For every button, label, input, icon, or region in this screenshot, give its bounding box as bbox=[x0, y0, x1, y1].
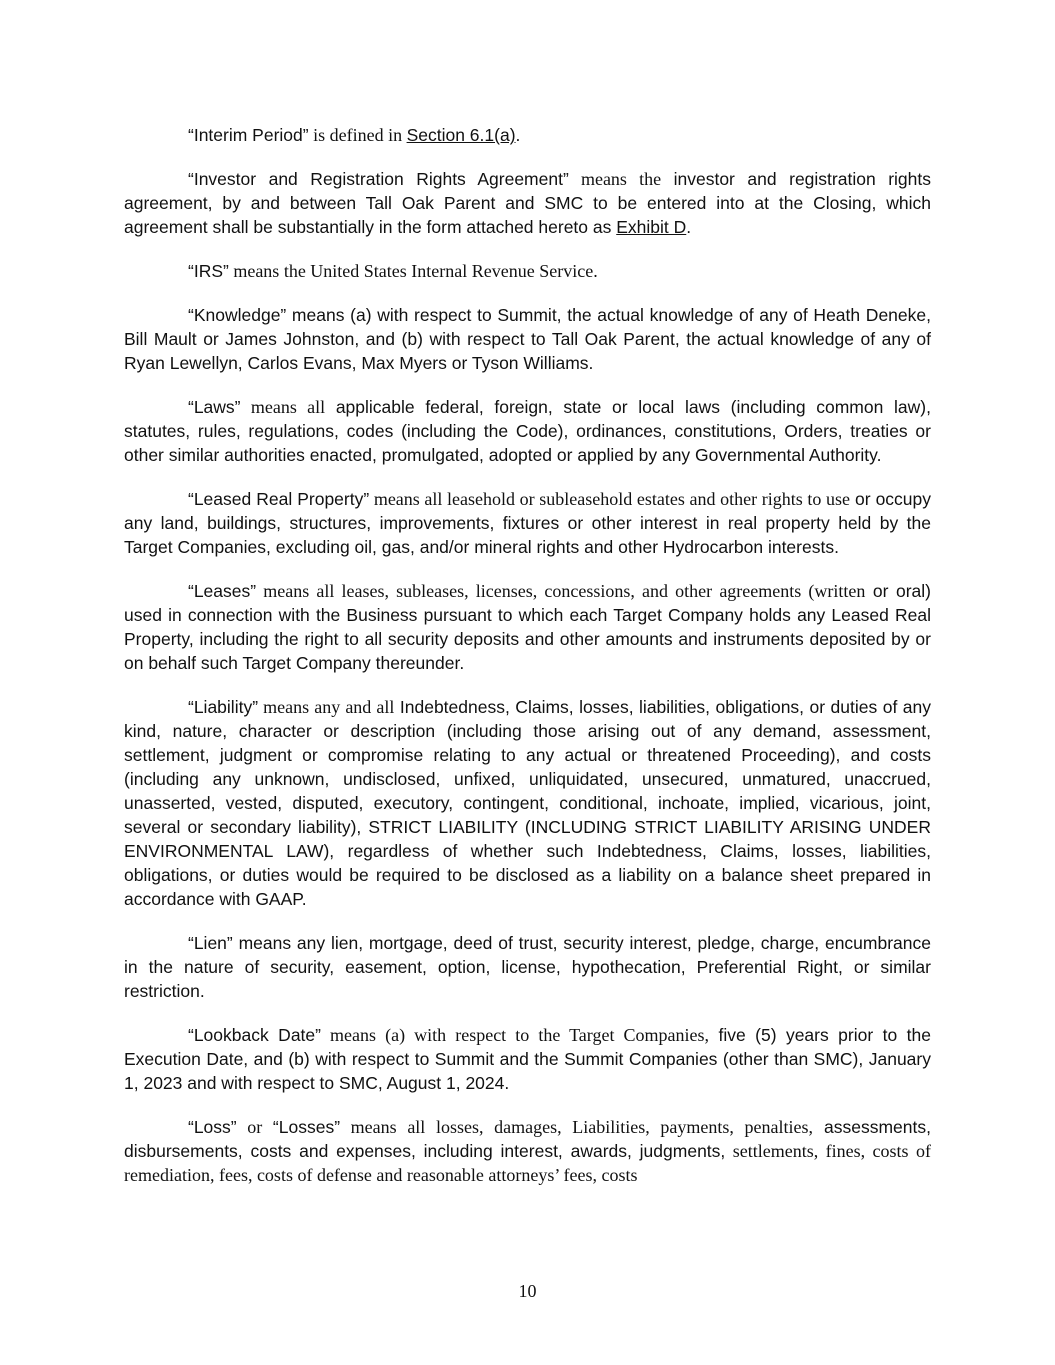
defined-term-secondary: “Losses” bbox=[272, 1117, 341, 1137]
definition-lead: is defined in bbox=[308, 125, 407, 145]
definition-irs bbox=[124, 259, 931, 283]
definition-text: assessments, disbursements, costs and expenses, including interest, awards, judgments, bbox=[124, 1117, 931, 1161]
definition-knowledge bbox=[124, 303, 931, 375]
definition-tail: settlements, fines, costs of remediation, fees, costs of defense and reasonable attorneys’ fees, costs bbox=[124, 1141, 931, 1185]
definition-text: or occupy any land, buildings, structures, improvements, fixtures or other interest in real property held by the Target Companies, excluding oil, gas, and/or mineral rights and other Hydrocarbon interests. bbox=[124, 489, 932, 557]
section-reference-link[interactable]: Section 6.1(a) bbox=[406, 125, 516, 145]
definition-lead: means all bbox=[240, 397, 326, 417]
page-number: 10 bbox=[518, 1281, 537, 1301]
defined-term: “Knowledge” bbox=[188, 305, 287, 325]
definition-connector: or bbox=[236, 1117, 273, 1137]
definition-lead: means (a) with respect to the Target Companies, bbox=[320, 1025, 710, 1045]
defined-term: “Interim Period” bbox=[188, 125, 309, 145]
definition-text: investor and registration rights agreement, by and between Tall Oak Parent and SMC to be entered into at the Closing, which agreement shall be substantially in the form attached hereto as bbox=[124, 169, 931, 237]
defined-term: “Laws” bbox=[188, 397, 241, 417]
defined-term: “Lookback Date” bbox=[188, 1025, 321, 1045]
definition-lead: means all losses, damages, Liabilities, payments, penalties, bbox=[340, 1117, 813, 1137]
defined-term: “IRS” bbox=[188, 261, 229, 281]
definition-lead: means any and all bbox=[258, 697, 395, 717]
definition-lien bbox=[124, 931, 931, 1003]
definition-text: or oral) used in connection with the Business pursuant to which each Target Company holds any Leased Real Property, including the right to all security deposits and other amounts and instruments deposited by or on behalf such Target Company thereunder. bbox=[124, 581, 931, 673]
definition-lead: means the United States Internal Revenue Service. bbox=[228, 261, 598, 281]
definition-leased-real-property bbox=[124, 487, 931, 559]
definition-lookback-date bbox=[124, 1023, 931, 1095]
definition-laws bbox=[124, 395, 931, 467]
definition-text: means (a) with respect to Summit, the actual knowledge of any of Heath Deneke, Bill Mault or James Johnston, and (b) with respect to Tall Oak Parent, the actual knowledge of any of Ryan Lewellyn, Carlos Evans, Max Myers or Tyson Williams. bbox=[124, 305, 931, 373]
definition-investor-registration-rights-agreement bbox=[124, 167, 931, 239]
definition-text: Indebtedness, Claims, losses, liabilities, obligations, or duties of any kind, nature, character or description (including those arising out of any demand, assessment, settlement, judgment or compromise relating to any actual or threatened Proceeding), and costs (including any unknown, undisclosed, unfixed, unliquidated, unsecured, unmatured, unaccrued, unasserted, vested, disputed, executory, contingent, conditional, inchoate, implied, vicarious, joint, several or secondary liability), STRICT LIABILITY (INCLUDING STRICT LIABILITY ARISING UNDER ENVIRONMENTAL LAW), regardless of whether such Indebtedness, Claims, losses, liabilities, obligations, or duties would be required to be disclosed as a liability on a balance sheet prepared in accordance with GAAP. bbox=[124, 697, 931, 909]
defined-term: “Loss” bbox=[188, 1117, 237, 1137]
definition-tail: . bbox=[686, 217, 692, 237]
defined-term: “Lien” bbox=[188, 933, 233, 953]
defined-term: “Leased Real Property” bbox=[188, 489, 370, 509]
definition-lead: means all leases, subleases, licenses, concessions, and other agreements (written bbox=[256, 581, 866, 601]
defined-term: “Liability” bbox=[188, 697, 259, 717]
definition-text: means any lien, mortgage, deed of trust, security interest, pledge, charge, encumbrance in the nature of security, easement, option, license, hypothecation, Preferential Right, or similar restriction. bbox=[124, 933, 931, 1001]
exhibit-reference-link[interactable]: Exhibit D bbox=[616, 217, 687, 237]
document-page bbox=[124, 123, 931, 1207]
definition-loss bbox=[124, 1115, 931, 1187]
definition-interim-period bbox=[124, 123, 931, 147]
definition-text: five (5) years prior to the Execution Date, and (b) with respect to Summit and the Summit Companies (other than SMC), January 1, 2023 and with respect to SMC, August 1, 2024. bbox=[124, 1025, 931, 1093]
definition-lead: means all leasehold or subleasehold estates and other rights to use bbox=[369, 489, 851, 509]
definition-leases bbox=[124, 579, 931, 675]
definition-text: . bbox=[515, 125, 521, 145]
defined-term: “Leases” bbox=[188, 581, 257, 601]
definition-liability bbox=[124, 695, 931, 911]
defined-term: “Investor and Registration Rights Agreement” bbox=[188, 169, 569, 189]
definition-lead: means the bbox=[568, 169, 662, 189]
definition-text: applicable federal, foreign, state or local laws (including common law), statutes, rules, regulations, codes (including the Code), ordinances, constitutions, Orders, treaties or other similar authorities enacted, promulgated, adopted or applied by any Governmental Authority. bbox=[124, 397, 931, 465]
